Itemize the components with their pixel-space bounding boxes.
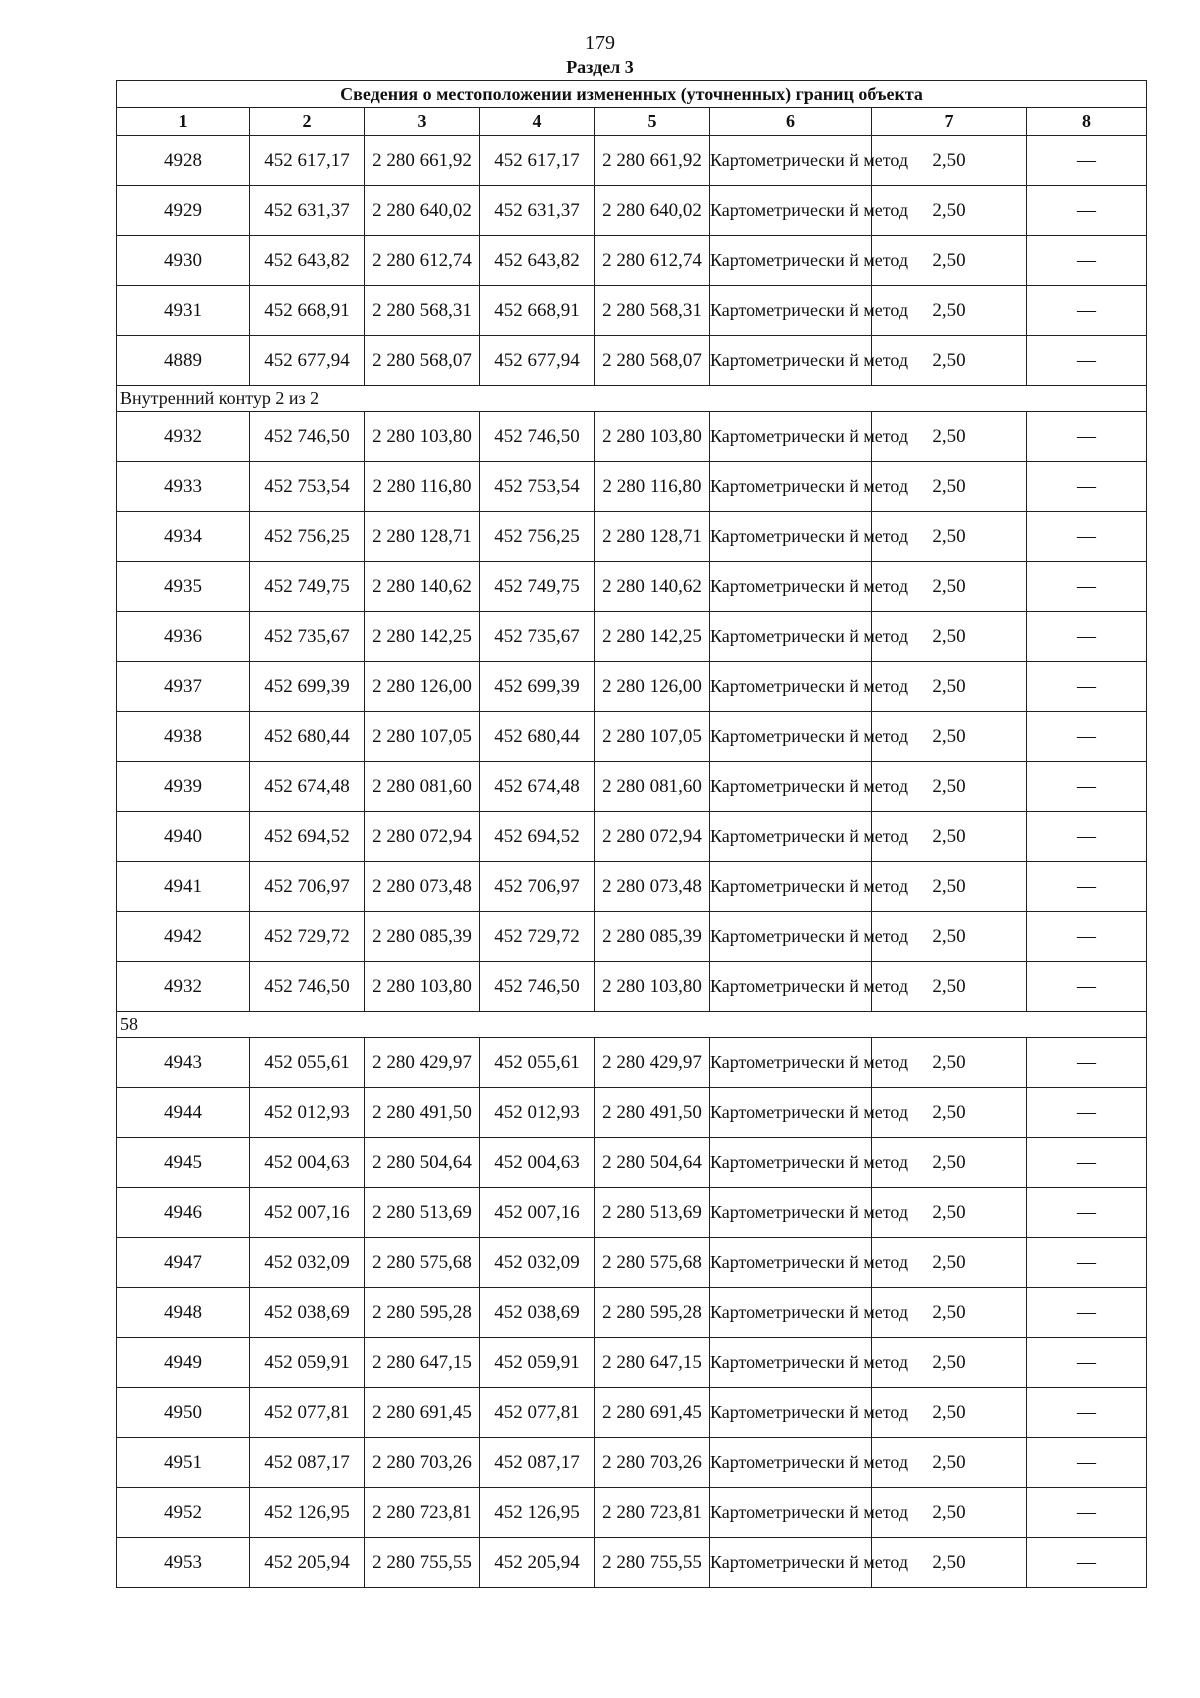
accuracy-cell: 2,50 — [872, 912, 1027, 962]
x-existing-cell: 452 746,50 — [250, 962, 365, 1012]
description-cell: — — [1027, 1338, 1147, 1388]
contour-label-row — [117, 386, 1147, 412]
x-existing-cell: 452 077,81 — [250, 1388, 365, 1438]
y-new-cell: 2 280 103,80 — [595, 412, 710, 462]
table-row — [117, 712, 1147, 762]
x-new-cell: 452 643,82 — [480, 236, 595, 286]
y-new-cell: 2 280 647,15 — [595, 1338, 710, 1388]
description-cell: — — [1027, 286, 1147, 336]
section-title: Раздел 3 — [566, 57, 634, 77]
x-new-cell: 452 680,44 — [480, 712, 595, 762]
y-new-cell: 2 280 723,81 — [595, 1488, 710, 1538]
y-existing-cell: 2 280 647,15 — [365, 1338, 480, 1388]
table-row — [117, 1038, 1147, 1088]
column-number-2: 2 — [250, 108, 365, 136]
y-existing-cell: 2 280 568,31 — [365, 286, 480, 336]
table-body — [117, 136, 1147, 1588]
determination-method-cell: Картометрически й метод — [710, 1038, 872, 1088]
x-existing-cell: 452 677,94 — [250, 336, 365, 386]
point-number-cell: 4936 — [117, 612, 250, 662]
determination-method-cell: Картометрически й метод — [710, 712, 872, 762]
description-cell: — — [1027, 1038, 1147, 1088]
point-number-cell: 4928 — [117, 136, 250, 186]
x-existing-cell: 452 680,44 — [250, 712, 365, 762]
x-existing-cell: 452 749,75 — [250, 562, 365, 612]
description-cell: — — [1027, 762, 1147, 812]
x-existing-cell: 452 012,93 — [250, 1088, 365, 1138]
description-cell: — — [1027, 1238, 1147, 1288]
determination-method-cell: Картометрически й метод — [710, 286, 872, 336]
x-existing-cell: 452 706,97 — [250, 862, 365, 912]
y-existing-cell: 2 280 072,94 — [365, 812, 480, 862]
y-existing-cell: 2 280 661,92 — [365, 136, 480, 186]
description-cell: — — [1027, 186, 1147, 236]
accuracy-cell: 2,50 — [872, 412, 1027, 462]
x-new-cell: 452 055,61 — [480, 1038, 595, 1088]
x-new-cell: 452 012,93 — [480, 1088, 595, 1138]
column-number-8: 8 — [1027, 108, 1147, 136]
x-new-cell: 452 631,37 — [480, 186, 595, 236]
x-existing-cell: 452 631,37 — [250, 186, 365, 236]
table-row — [117, 286, 1147, 336]
y-new-cell: 2 280 504,64 — [595, 1138, 710, 1188]
x-existing-cell: 452 087,17 — [250, 1438, 365, 1488]
y-new-cell: 2 280 691,45 — [595, 1388, 710, 1438]
x-existing-cell: 452 756,25 — [250, 512, 365, 562]
description-cell: — — [1027, 562, 1147, 612]
accuracy-cell: 2,50 — [872, 1338, 1027, 1388]
y-existing-cell: 2 280 103,80 — [365, 412, 480, 462]
y-new-cell: 2 280 640,02 — [595, 186, 710, 236]
x-existing-cell: 452 617,17 — [250, 136, 365, 186]
point-number-cell: 4949 — [117, 1338, 250, 1388]
table-row — [117, 562, 1147, 612]
point-number-cell: 4929 — [117, 186, 250, 236]
point-number-cell: 4938 — [117, 712, 250, 762]
accuracy-cell: 2,50 — [872, 1238, 1027, 1288]
y-existing-cell: 2 280 703,26 — [365, 1438, 480, 1488]
accuracy-cell: 2,50 — [872, 462, 1027, 512]
description-cell: — — [1027, 1438, 1147, 1488]
description-cell: — — [1027, 912, 1147, 962]
determination-method-cell: Картометрически й метод — [710, 1438, 872, 1488]
y-new-cell: 2 280 568,07 — [595, 336, 710, 386]
determination-method-cell: Картометрически й метод — [710, 862, 872, 912]
accuracy-cell: 2,50 — [872, 812, 1027, 862]
y-new-cell: 2 280 661,92 — [595, 136, 710, 186]
point-number-cell: 4943 — [117, 1038, 250, 1088]
point-number-cell: 4941 — [117, 862, 250, 912]
x-new-cell: 452 674,48 — [480, 762, 595, 812]
x-existing-cell: 452 753,54 — [250, 462, 365, 512]
point-number-cell: 4932 — [117, 962, 250, 1012]
table-row — [117, 512, 1147, 562]
description-cell: — — [1027, 612, 1147, 662]
column-number-row — [117, 108, 1147, 136]
description-cell: — — [1027, 236, 1147, 286]
description-cell: — — [1027, 1138, 1147, 1188]
y-new-cell: 2 280 568,31 — [595, 286, 710, 336]
y-new-cell: 2 280 491,50 — [595, 1088, 710, 1138]
y-existing-cell: 2 280 081,60 — [365, 762, 480, 812]
table-row — [117, 1388, 1147, 1438]
page-number: 179 — [585, 32, 615, 54]
table-row — [117, 612, 1147, 662]
determination-method-cell: Картометрически й метод — [710, 1538, 872, 1588]
table-row — [117, 412, 1147, 462]
accuracy-cell: 2,50 — [872, 662, 1027, 712]
table-row — [117, 1238, 1147, 1288]
determination-method-cell: Картометрически й метод — [710, 1238, 872, 1288]
y-new-cell: 2 280 703,26 — [595, 1438, 710, 1488]
x-new-cell: 452 677,94 — [480, 336, 595, 386]
y-new-cell: 2 280 513,69 — [595, 1188, 710, 1238]
y-new-cell: 2 280 072,94 — [595, 812, 710, 862]
y-new-cell: 2 280 081,60 — [595, 762, 710, 812]
accuracy-cell: 2,50 — [872, 762, 1027, 812]
x-existing-cell: 452 205,94 — [250, 1538, 365, 1588]
y-new-cell: 2 280 575,68 — [595, 1238, 710, 1288]
x-existing-cell: 452 007,16 — [250, 1188, 365, 1238]
x-new-cell: 452 087,17 — [480, 1438, 595, 1488]
determination-method-cell: Картометрически й метод — [710, 1088, 872, 1138]
accuracy-cell: 2,50 — [872, 612, 1027, 662]
x-existing-cell: 452 126,95 — [250, 1488, 365, 1538]
x-new-cell: 452 735,67 — [480, 612, 595, 662]
table-row — [117, 186, 1147, 236]
x-existing-cell: 452 735,67 — [250, 612, 365, 662]
accuracy-cell: 2,50 — [872, 1288, 1027, 1338]
point-number-cell: 4932 — [117, 412, 250, 462]
y-existing-cell: 2 280 103,80 — [365, 962, 480, 1012]
description-cell: — — [1027, 862, 1147, 912]
x-new-cell: 452 032,09 — [480, 1238, 595, 1288]
y-existing-cell: 2 280 640,02 — [365, 186, 480, 236]
column-number-6: 6 — [710, 108, 872, 136]
table-row — [117, 862, 1147, 912]
determination-method-cell: Картометрически й метод — [710, 1288, 872, 1338]
y-existing-cell: 2 280 116,80 — [365, 462, 480, 512]
accuracy-cell: 2,50 — [872, 562, 1027, 612]
accuracy-cell: 2,50 — [872, 186, 1027, 236]
description-cell: — — [1027, 412, 1147, 462]
point-number-cell: 4951 — [117, 1438, 250, 1488]
accuracy-cell: 2,50 — [872, 136, 1027, 186]
y-existing-cell: 2 280 429,97 — [365, 1038, 480, 1088]
accuracy-cell: 2,50 — [872, 1138, 1027, 1188]
determination-method-cell: Картометрически й метод — [710, 1188, 872, 1238]
determination-method-cell: Картометрически й метод — [710, 562, 872, 612]
column-number-1: 1 — [117, 108, 250, 136]
y-new-cell: 2 280 073,48 — [595, 862, 710, 912]
table-row — [117, 812, 1147, 862]
table-row — [117, 662, 1147, 712]
description-cell: — — [1027, 1538, 1147, 1588]
y-existing-cell: 2 280 723,81 — [365, 1488, 480, 1538]
point-number-cell: 4935 — [117, 562, 250, 612]
determination-method-cell: Картометрически й метод — [710, 336, 872, 386]
description-cell: — — [1027, 812, 1147, 862]
y-existing-cell: 2 280 504,64 — [365, 1138, 480, 1188]
x-new-cell: 452 753,54 — [480, 462, 595, 512]
x-existing-cell: 452 032,09 — [250, 1238, 365, 1288]
point-number-cell: 4952 — [117, 1488, 250, 1538]
y-existing-cell: 2 280 142,25 — [365, 612, 480, 662]
y-existing-cell: 2 280 575,68 — [365, 1238, 480, 1288]
x-existing-cell: 452 059,91 — [250, 1338, 365, 1388]
x-existing-cell: 452 729,72 — [250, 912, 365, 962]
accuracy-cell: 2,50 — [872, 1188, 1027, 1238]
y-new-cell: 2 280 140,62 — [595, 562, 710, 612]
accuracy-cell: 2,50 — [872, 1538, 1027, 1588]
table-row — [117, 1188, 1147, 1238]
determination-method-cell: Картометрически й метод — [710, 612, 872, 662]
column-number-4: 4 — [480, 108, 595, 136]
point-number-cell: 4946 — [117, 1188, 250, 1238]
x-new-cell: 452 746,50 — [480, 962, 595, 1012]
x-new-cell: 452 756,25 — [480, 512, 595, 562]
table-row — [117, 136, 1147, 186]
determination-method-cell: Картометрически й метод — [710, 462, 872, 512]
point-number-cell: 4939 — [117, 762, 250, 812]
description-cell: — — [1027, 1288, 1147, 1338]
x-new-cell: 452 205,94 — [480, 1538, 595, 1588]
y-existing-cell: 2 280 568,07 — [365, 336, 480, 386]
table-row — [117, 912, 1147, 962]
table-row — [117, 762, 1147, 812]
determination-method-cell: Картометрически й метод — [710, 762, 872, 812]
accuracy-cell: 2,50 — [872, 1438, 1027, 1488]
x-new-cell: 452 729,72 — [480, 912, 595, 962]
point-number-cell: 4889 — [117, 336, 250, 386]
description-cell: — — [1027, 662, 1147, 712]
contour-label: Внутренний контур 2 из 2 — [117, 386, 1147, 412]
accuracy-cell: 2,50 — [872, 512, 1027, 562]
column-number-5: 5 — [595, 108, 710, 136]
point-number-cell: 4934 — [117, 512, 250, 562]
accuracy-cell: 2,50 — [872, 336, 1027, 386]
table-row — [117, 1538, 1147, 1588]
x-new-cell: 452 699,39 — [480, 662, 595, 712]
x-new-cell: 452 007,16 — [480, 1188, 595, 1238]
description-cell: — — [1027, 1388, 1147, 1438]
determination-method-cell: Картометрически й метод — [710, 662, 872, 712]
description-cell: — — [1027, 136, 1147, 186]
point-number-cell: 4953 — [117, 1538, 250, 1588]
y-new-cell: 2 280 126,00 — [595, 662, 710, 712]
determination-method-cell: Картометрически й метод — [710, 186, 872, 236]
x-new-cell: 452 126,95 — [480, 1488, 595, 1538]
x-existing-cell: 452 668,91 — [250, 286, 365, 336]
x-new-cell: 452 694,52 — [480, 812, 595, 862]
point-number-cell: 4937 — [117, 662, 250, 712]
x-existing-cell: 452 699,39 — [250, 662, 365, 712]
y-new-cell: 2 280 107,05 — [595, 712, 710, 762]
point-number-cell: 4931 — [117, 286, 250, 336]
y-existing-cell: 2 280 595,28 — [365, 1288, 480, 1338]
determination-method-cell: Картометрически й метод — [710, 136, 872, 186]
x-existing-cell: 452 746,50 — [250, 412, 365, 462]
y-existing-cell: 2 280 128,71 — [365, 512, 480, 562]
point-number-cell: 4930 — [117, 236, 250, 286]
x-new-cell: 452 059,91 — [480, 1338, 595, 1388]
determination-method-cell: Картометрически й метод — [710, 1488, 872, 1538]
accuracy-cell: 2,50 — [872, 1088, 1027, 1138]
point-number-cell: 4942 — [117, 912, 250, 962]
x-existing-cell: 452 674,48 — [250, 762, 365, 812]
y-new-cell: 2 280 612,74 — [595, 236, 710, 286]
description-cell: — — [1027, 1088, 1147, 1138]
y-existing-cell: 2 280 691,45 — [365, 1388, 480, 1438]
y-existing-cell: 2 280 491,50 — [365, 1088, 480, 1138]
table-row — [117, 1088, 1147, 1138]
y-existing-cell: 2 280 073,48 — [365, 862, 480, 912]
y-new-cell: 2 280 103,80 — [595, 962, 710, 1012]
table-caption: Сведения о местоположении измененных (уточненных) границ объекта — [117, 81, 1147, 108]
x-existing-cell: 452 004,63 — [250, 1138, 365, 1188]
y-existing-cell: 2 280 513,69 — [365, 1188, 480, 1238]
y-existing-cell: 2 280 085,39 — [365, 912, 480, 962]
description-cell: — — [1027, 712, 1147, 762]
description-cell: — — [1027, 1188, 1147, 1238]
accuracy-cell: 2,50 — [872, 962, 1027, 1012]
determination-method-cell: Картометрически й метод — [710, 236, 872, 286]
determination-method-cell: Картометрически й метод — [710, 512, 872, 562]
x-new-cell: 452 749,75 — [480, 562, 595, 612]
point-number-cell: 4945 — [117, 1138, 250, 1188]
table-row — [117, 1438, 1147, 1488]
accuracy-cell: 2,50 — [872, 1388, 1027, 1438]
determination-method-cell: Картометрически й метод — [710, 1138, 872, 1188]
column-number-3: 3 — [365, 108, 480, 136]
y-new-cell: 2 280 755,55 — [595, 1538, 710, 1588]
x-existing-cell: 452 038,69 — [250, 1288, 365, 1338]
y-existing-cell: 2 280 126,00 — [365, 662, 480, 712]
y-new-cell: 2 280 128,71 — [595, 512, 710, 562]
accuracy-cell: 2,50 — [872, 862, 1027, 912]
point-number-cell: 4944 — [117, 1088, 250, 1138]
x-new-cell: 452 004,63 — [480, 1138, 595, 1188]
table-row — [117, 962, 1147, 1012]
y-new-cell: 2 280 116,80 — [595, 462, 710, 512]
determination-method-cell: Картометрически й метод — [710, 812, 872, 862]
table-row — [117, 336, 1147, 386]
x-new-cell: 452 668,91 — [480, 286, 595, 336]
contour-label: 58 — [117, 1012, 1147, 1038]
x-new-cell: 452 077,81 — [480, 1388, 595, 1438]
accuracy-cell: 2,50 — [872, 1038, 1027, 1088]
y-new-cell: 2 280 085,39 — [595, 912, 710, 962]
description-cell: — — [1027, 512, 1147, 562]
x-existing-cell: 452 055,61 — [250, 1038, 365, 1088]
table-row — [117, 1138, 1147, 1188]
y-new-cell: 2 280 429,97 — [595, 1038, 710, 1088]
description-cell: — — [1027, 336, 1147, 386]
description-cell: — — [1027, 1488, 1147, 1538]
y-existing-cell: 2 280 612,74 — [365, 236, 480, 286]
x-new-cell: 452 038,69 — [480, 1288, 595, 1338]
point-number-cell: 4940 — [117, 812, 250, 862]
column-number-7: 7 — [872, 108, 1027, 136]
description-cell: — — [1027, 462, 1147, 512]
x-new-cell: 452 746,50 — [480, 412, 595, 462]
point-number-cell: 4950 — [117, 1388, 250, 1438]
boundary-coordinates-table — [116, 80, 1147, 1588]
y-new-cell: 2 280 142,25 — [595, 612, 710, 662]
y-existing-cell: 2 280 140,62 — [365, 562, 480, 612]
table-row — [117, 1288, 1147, 1338]
determination-method-cell: Картометрически й метод — [710, 1338, 872, 1388]
point-number-cell: 4948 — [117, 1288, 250, 1338]
determination-method-cell: Картометрически й метод — [710, 912, 872, 962]
table-row — [117, 236, 1147, 286]
accuracy-cell: 2,50 — [872, 236, 1027, 286]
x-existing-cell: 452 694,52 — [250, 812, 365, 862]
x-existing-cell: 452 643,82 — [250, 236, 365, 286]
table-row — [117, 462, 1147, 512]
description-cell: — — [1027, 962, 1147, 1012]
x-new-cell: 452 706,97 — [480, 862, 595, 912]
y-existing-cell: 2 280 755,55 — [365, 1538, 480, 1588]
accuracy-cell: 2,50 — [872, 712, 1027, 762]
y-existing-cell: 2 280 107,05 — [365, 712, 480, 762]
accuracy-cell: 2,50 — [872, 1488, 1027, 1538]
determination-method-cell: Картометрически й метод — [710, 412, 872, 462]
determination-method-cell: Картометрически й метод — [710, 1388, 872, 1438]
table-row — [117, 1338, 1147, 1388]
contour-label-row — [117, 1012, 1147, 1038]
y-new-cell: 2 280 595,28 — [595, 1288, 710, 1338]
determination-method-cell: Картометрически й метод — [710, 962, 872, 1012]
accuracy-cell: 2,50 — [872, 286, 1027, 336]
point-number-cell: 4933 — [117, 462, 250, 512]
point-number-cell: 4947 — [117, 1238, 250, 1288]
x-new-cell: 452 617,17 — [480, 136, 595, 186]
table-row — [117, 1488, 1147, 1538]
